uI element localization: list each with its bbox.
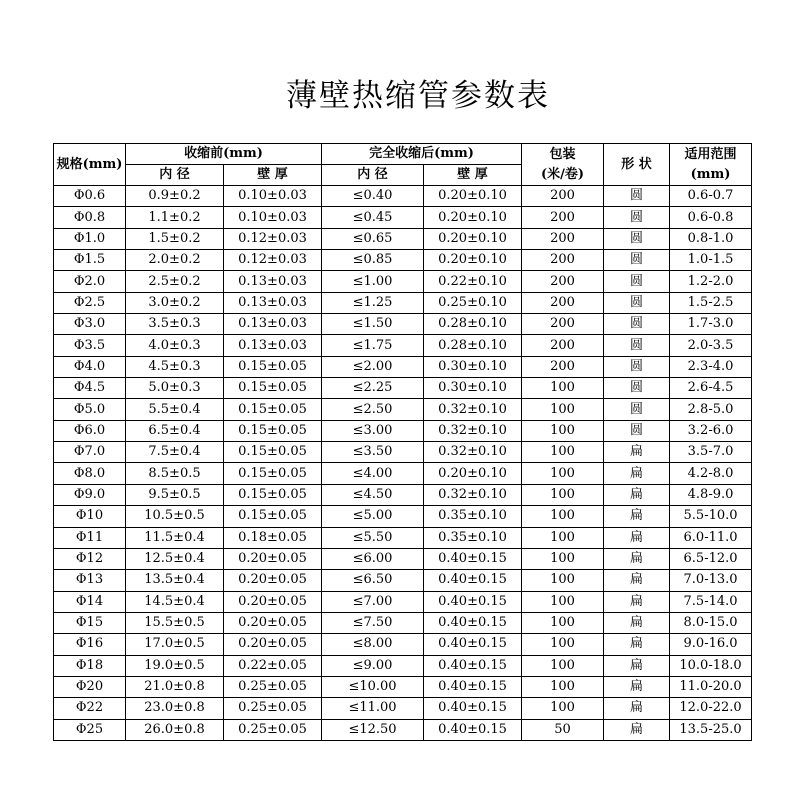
range-cell: 1.2-2.0 <box>670 271 752 292</box>
before-inner-cell: 11.5±0.4 <box>126 527 224 548</box>
after-wall-cell: 0.35±0.10 <box>424 527 522 548</box>
after-inner-cell: ≤0.85 <box>322 250 424 271</box>
before-wall-cell: 0.15±0.05 <box>224 356 322 377</box>
before-wall-cell: 0.15±0.05 <box>224 399 322 420</box>
after-wall-cell: 0.22±0.10 <box>424 271 522 292</box>
after-wall-cell: 0.25±0.10 <box>424 292 522 313</box>
shape-cell: 圆 <box>604 335 670 356</box>
after-inner-cell: ≤10.00 <box>322 676 424 697</box>
before-inner-cell: 5.0±0.3 <box>126 378 224 399</box>
before-wall-cell: 0.15±0.05 <box>224 378 322 399</box>
spec-cell: Φ12 <box>54 548 126 569</box>
header-spec-label: 规格(mm) <box>56 156 123 172</box>
before-inner-cell: 13.5±0.4 <box>126 570 224 591</box>
before-inner-cell: 7.5±0.4 <box>126 442 224 463</box>
after-wall-cell: 0.32±0.10 <box>424 484 522 505</box>
shape-cell: 扁 <box>604 527 670 548</box>
before-inner-cell: 6.5±0.4 <box>126 420 224 441</box>
shape-cell: 扁 <box>604 655 670 676</box>
range-cell: 11.0-20.0 <box>670 676 752 697</box>
after-inner-cell: ≤4.50 <box>322 484 424 505</box>
shape-cell: 圆 <box>604 271 670 292</box>
after-wall-cell: 0.40±0.15 <box>424 698 522 719</box>
table-row <box>54 719 752 740</box>
range-cell: 7.5-14.0 <box>670 591 752 612</box>
spec-cell: Φ3.5 <box>54 335 126 356</box>
before-wall-cell: 0.20±0.05 <box>224 612 322 633</box>
header-shape: 形 状 <box>604 144 670 186</box>
table-row <box>54 548 752 569</box>
after-inner-cell: ≤0.65 <box>322 228 424 249</box>
header-before-group: 收缩前(mm) <box>126 144 322 165</box>
after-inner-cell: ≤0.45 <box>322 207 424 228</box>
range-cell: 1.7-3.0 <box>670 314 752 335</box>
spec-cell: Φ0.6 <box>54 186 126 207</box>
table-row <box>54 292 752 313</box>
spec-cell: Φ3.0 <box>54 314 126 335</box>
package-cell: 100 <box>522 612 604 633</box>
range-cell: 0.8-1.0 <box>670 228 752 249</box>
package-cell: 100 <box>522 463 604 484</box>
table-row <box>54 378 752 399</box>
package-cell: 100 <box>522 548 604 569</box>
before-wall-cell: 0.15±0.05 <box>224 463 322 484</box>
after-inner-cell: ≤7.00 <box>322 591 424 612</box>
before-inner-cell: 2.0±0.2 <box>126 250 224 271</box>
table-row <box>54 442 752 463</box>
package-cell: 200 <box>522 335 604 356</box>
spec-cell: Φ11 <box>54 527 126 548</box>
shape-cell: 扁 <box>604 676 670 697</box>
before-wall-cell: 0.15±0.05 <box>224 420 322 441</box>
before-wall-cell: 0.18±0.05 <box>224 527 322 548</box>
after-inner-cell: ≤2.25 <box>322 378 424 399</box>
shape-cell: 圆 <box>604 356 670 377</box>
before-inner-cell: 2.5±0.2 <box>126 271 224 292</box>
shape-cell: 圆 <box>604 292 670 313</box>
before-inner-cell: 4.0±0.3 <box>126 335 224 356</box>
after-wall-cell: 0.20±0.10 <box>424 228 522 249</box>
header-package <box>522 144 604 186</box>
package-cell: 50 <box>522 719 604 740</box>
before-wall-cell: 0.15±0.05 <box>224 506 322 527</box>
spec-cell: Φ5.0 <box>54 399 126 420</box>
range-cell: 3.2-6.0 <box>670 420 752 441</box>
spec-cell: Φ22 <box>54 698 126 719</box>
before-wall-cell: 0.12±0.03 <box>224 250 322 271</box>
after-inner-cell: ≤1.75 <box>322 335 424 356</box>
spec-cell: Φ1.0 <box>54 228 126 249</box>
spec-cell: Φ4.0 <box>54 356 126 377</box>
range-cell: 0.6-0.7 <box>670 186 752 207</box>
before-inner-cell: 17.0±0.5 <box>126 634 224 655</box>
header-before-wall: 壁 厚 <box>224 165 322 186</box>
after-wall-cell: 0.40±0.15 <box>424 676 522 697</box>
after-wall-cell: 0.40±0.15 <box>424 612 522 633</box>
range-cell: 2.6-4.5 <box>670 378 752 399</box>
shape-cell: 扁 <box>604 442 670 463</box>
package-cell: 200 <box>522 228 604 249</box>
package-cell: 100 <box>522 506 604 527</box>
header-range-line2: (mm) <box>690 166 731 182</box>
package-cell: 100 <box>522 399 604 420</box>
table-row <box>54 463 752 484</box>
after-inner-cell: ≤6.00 <box>322 548 424 569</box>
shape-cell: 圆 <box>604 186 670 207</box>
after-wall-cell: 0.40±0.15 <box>424 655 522 676</box>
after-wall-cell: 0.30±0.10 <box>424 356 522 377</box>
after-wall-cell: 0.20±0.10 <box>424 250 522 271</box>
range-cell: 4.2-8.0 <box>670 463 752 484</box>
package-cell: 100 <box>522 420 604 441</box>
before-inner-cell: 15.5±0.5 <box>126 612 224 633</box>
before-inner-cell: 3.5±0.3 <box>126 314 224 335</box>
before-inner-cell: 9.5±0.5 <box>126 484 224 505</box>
after-wall-cell: 0.28±0.10 <box>424 314 522 335</box>
package-cell: 200 <box>522 250 604 271</box>
after-inner-cell: ≤1.50 <box>322 314 424 335</box>
package-cell: 200 <box>522 271 604 292</box>
before-inner-cell: 21.0±0.8 <box>126 676 224 697</box>
package-cell: 200 <box>522 186 604 207</box>
after-inner-cell: ≤6.50 <box>322 570 424 591</box>
after-inner-cell: ≤2.00 <box>322 356 424 377</box>
after-wall-cell: 0.40±0.15 <box>424 548 522 569</box>
table-row <box>54 570 752 591</box>
after-inner-cell: ≤8.00 <box>322 634 424 655</box>
before-wall-cell: 0.20±0.05 <box>224 570 322 591</box>
after-wall-cell: 0.32±0.10 <box>424 420 522 441</box>
before-inner-cell: 1.1±0.2 <box>126 207 224 228</box>
before-inner-cell: 0.9±0.2 <box>126 186 224 207</box>
after-inner-cell: ≤4.00 <box>322 463 424 484</box>
range-cell: 7.0-13.0 <box>670 570 752 591</box>
before-inner-cell: 10.5±0.5 <box>126 506 224 527</box>
after-inner-cell: ≤5.00 <box>322 506 424 527</box>
package-cell: 100 <box>522 570 604 591</box>
range-cell: 3.5-7.0 <box>670 442 752 463</box>
table-row <box>54 506 752 527</box>
table-row <box>54 314 752 335</box>
table-row <box>54 591 752 612</box>
shape-cell: 圆 <box>604 399 670 420</box>
after-wall-cell: 0.35±0.10 <box>424 506 522 527</box>
package-cell: 100 <box>522 484 604 505</box>
table-row <box>54 271 752 292</box>
after-wall-cell: 0.20±0.10 <box>424 463 522 484</box>
range-cell: 6.0-11.0 <box>670 527 752 548</box>
header-package-line1: 包装 <box>549 146 576 162</box>
spec-cell: Φ13 <box>54 570 126 591</box>
shape-cell: 扁 <box>604 463 670 484</box>
after-wall-cell: 0.20±0.10 <box>424 186 522 207</box>
after-wall-cell: 0.20±0.10 <box>424 207 522 228</box>
range-cell: 1.0-1.5 <box>670 250 752 271</box>
table-row <box>54 420 752 441</box>
before-inner-cell: 3.0±0.2 <box>126 292 224 313</box>
range-cell: 9.0-16.0 <box>670 634 752 655</box>
package-cell: 100 <box>522 698 604 719</box>
shape-cell: 扁 <box>604 698 670 719</box>
after-inner-cell: ≤9.00 <box>322 655 424 676</box>
before-inner-cell: 8.5±0.5 <box>126 463 224 484</box>
table-row <box>54 335 752 356</box>
range-cell: 5.5-10.0 <box>670 506 752 527</box>
shape-cell: 圆 <box>604 228 670 249</box>
package-cell: 200 <box>522 207 604 228</box>
after-inner-cell: ≤12.50 <box>322 719 424 740</box>
before-wall-cell: 0.12±0.03 <box>224 228 322 249</box>
before-inner-cell: 26.0±0.8 <box>126 719 224 740</box>
range-cell: 10.0-18.0 <box>670 655 752 676</box>
range-cell: 1.5-2.5 <box>670 292 752 313</box>
package-cell: 200 <box>522 356 604 377</box>
table-row <box>54 612 752 633</box>
header-range-line1: 适用范围 <box>684 146 737 162</box>
before-inner-cell: 23.0±0.8 <box>126 698 224 719</box>
after-inner-cell: ≤3.50 <box>322 442 424 463</box>
table-body <box>54 186 752 741</box>
parameter-table <box>53 143 752 741</box>
spec-cell: Φ7.0 <box>54 442 126 463</box>
table-row <box>54 228 752 249</box>
shape-cell: 圆 <box>604 207 670 228</box>
after-inner-cell: ≤5.50 <box>322 527 424 548</box>
before-wall-cell: 0.25±0.05 <box>224 676 322 697</box>
before-wall-cell: 0.13±0.03 <box>224 335 322 356</box>
spec-cell: Φ6.0 <box>54 420 126 441</box>
before-wall-cell: 0.25±0.05 <box>224 719 322 740</box>
before-inner-cell: 1.5±0.2 <box>126 228 224 249</box>
spec-cell: Φ9.0 <box>54 484 126 505</box>
after-wall-cell: 0.40±0.15 <box>424 591 522 612</box>
range-cell: 2.8-5.0 <box>670 399 752 420</box>
before-wall-cell: 0.13±0.03 <box>224 314 322 335</box>
before-wall-cell: 0.20±0.05 <box>224 591 322 612</box>
package-cell: 100 <box>522 634 604 655</box>
after-inner-cell: ≤3.00 <box>322 420 424 441</box>
header-spec <box>54 144 126 186</box>
package-cell: 100 <box>522 378 604 399</box>
package-cell: 100 <box>522 655 604 676</box>
header-after-wall: 壁 厚 <box>424 165 522 186</box>
after-inner-cell: ≤1.25 <box>322 292 424 313</box>
table-row <box>54 186 752 207</box>
header-before-inner: 内 径 <box>126 165 224 186</box>
spec-cell: Φ15 <box>54 612 126 633</box>
table-row <box>54 634 752 655</box>
after-inner-cell: ≤7.50 <box>322 612 424 633</box>
range-cell: 4.8-9.0 <box>670 484 752 505</box>
after-wall-cell: 0.32±0.10 <box>424 399 522 420</box>
after-inner-cell: ≤2.50 <box>322 399 424 420</box>
package-cell: 200 <box>522 314 604 335</box>
before-wall-cell: 0.15±0.05 <box>224 442 322 463</box>
header-row-1 <box>54 144 752 165</box>
header-after-group: 完全收缩后(mm) <box>322 144 522 165</box>
header-package-line2: (米/卷) <box>541 166 585 182</box>
spec-cell: Φ0.8 <box>54 207 126 228</box>
spec-cell: Φ2.5 <box>54 292 126 313</box>
after-inner-cell: ≤1.00 <box>322 271 424 292</box>
spec-cell: Φ8.0 <box>54 463 126 484</box>
spec-cell: Φ4.5 <box>54 378 126 399</box>
spec-cell: Φ20 <box>54 676 126 697</box>
before-inner-cell: 4.5±0.3 <box>126 356 224 377</box>
table-row <box>54 250 752 271</box>
table-row <box>54 655 752 676</box>
range-cell: 2.3-4.0 <box>670 356 752 377</box>
before-wall-cell: 0.20±0.05 <box>224 548 322 569</box>
shape-cell: 圆 <box>604 250 670 271</box>
range-cell: 2.0-3.5 <box>670 335 752 356</box>
package-cell: 200 <box>522 292 604 313</box>
spec-cell: Φ25 <box>54 719 126 740</box>
before-wall-cell: 0.13±0.03 <box>224 292 322 313</box>
table-row <box>54 399 752 420</box>
spec-cell: Φ14 <box>54 591 126 612</box>
header-range <box>670 144 752 186</box>
shape-cell: 扁 <box>604 612 670 633</box>
before-wall-cell: 0.15±0.05 <box>224 484 322 505</box>
after-wall-cell: 0.40±0.15 <box>424 634 522 655</box>
shape-cell: 扁 <box>604 591 670 612</box>
range-cell: 0.6-0.8 <box>670 207 752 228</box>
shape-cell: 扁 <box>604 719 670 740</box>
table-row <box>54 484 752 505</box>
table-row <box>54 698 752 719</box>
before-wall-cell: 0.22±0.05 <box>224 655 322 676</box>
before-inner-cell: 5.5±0.4 <box>126 399 224 420</box>
shape-cell: 扁 <box>604 548 670 569</box>
after-wall-cell: 0.40±0.15 <box>424 570 522 591</box>
package-cell: 100 <box>522 442 604 463</box>
before-wall-cell: 0.20±0.05 <box>224 634 322 655</box>
shape-cell: 扁 <box>604 506 670 527</box>
spec-cell: Φ18 <box>54 655 126 676</box>
shape-cell: 圆 <box>604 378 670 399</box>
range-cell: 6.5-12.0 <box>670 548 752 569</box>
range-cell: 13.5-25.0 <box>670 719 752 740</box>
shape-cell: 圆 <box>604 420 670 441</box>
package-cell: 100 <box>522 527 604 548</box>
table-row <box>54 207 752 228</box>
range-cell: 12.0-22.0 <box>670 698 752 719</box>
before-wall-cell: 0.10±0.03 <box>224 207 322 228</box>
header-after-inner: 内 径 <box>322 165 424 186</box>
after-wall-cell: 0.28±0.10 <box>424 335 522 356</box>
after-wall-cell: 0.30±0.10 <box>424 378 522 399</box>
shape-cell: 扁 <box>604 634 670 655</box>
after-wall-cell: 0.32±0.10 <box>424 442 522 463</box>
shape-cell: 圆 <box>604 314 670 335</box>
package-cell: 100 <box>522 676 604 697</box>
before-wall-cell: 0.13±0.03 <box>224 271 322 292</box>
range-cell: 8.0-15.0 <box>670 612 752 633</box>
spec-cell: Φ16 <box>54 634 126 655</box>
after-wall-cell: 0.40±0.15 <box>424 719 522 740</box>
spec-cell: Φ10 <box>54 506 126 527</box>
after-inner-cell: ≤0.40 <box>322 186 424 207</box>
page-title: 薄壁热缩管参数表 <box>286 78 550 114</box>
before-inner-cell: 12.5±0.4 <box>126 548 224 569</box>
spec-cell: Φ1.5 <box>54 250 126 271</box>
shape-cell: 扁 <box>604 570 670 591</box>
before-wall-cell: 0.25±0.05 <box>224 698 322 719</box>
spec-cell: Φ2.0 <box>54 271 126 292</box>
table-row <box>54 676 752 697</box>
shape-cell: 扁 <box>604 484 670 505</box>
table-row <box>54 527 752 548</box>
table-row <box>54 356 752 377</box>
after-inner-cell: ≤11.00 <box>322 698 424 719</box>
before-inner-cell: 19.0±0.5 <box>126 655 224 676</box>
package-cell: 100 <box>522 591 604 612</box>
before-inner-cell: 14.5±0.4 <box>126 591 224 612</box>
before-wall-cell: 0.10±0.03 <box>224 186 322 207</box>
